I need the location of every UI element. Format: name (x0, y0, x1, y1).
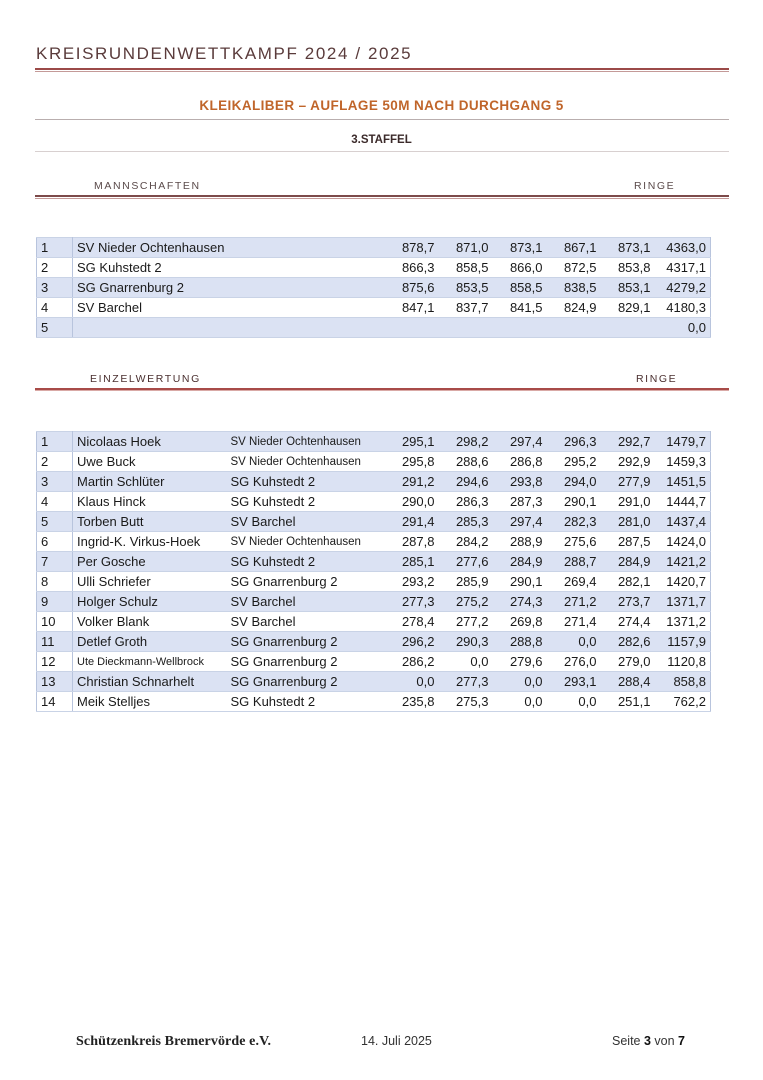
shooter-rank: 1 (37, 432, 73, 452)
competition-divider (35, 119, 729, 120)
shooter-round-score: 294,0 (547, 472, 601, 492)
shooter-round-score: 276,0 (547, 652, 601, 672)
shooter-round-score: 293,8 (493, 472, 547, 492)
shooter-round-score: 288,6 (439, 452, 493, 472)
shooter-round-score: 279,6 (493, 652, 547, 672)
shooter-rank: 13 (37, 672, 73, 692)
shooter-round-score: 293,2 (385, 572, 439, 592)
shooter-round-score: 292,9 (601, 452, 655, 472)
shooter-rank: 8 (37, 572, 73, 592)
shooter-round-score: 288,7 (547, 552, 601, 572)
footer-date: 14. Juli 2025 (361, 1034, 432, 1048)
team-round-score: 858,5 (493, 278, 547, 298)
team-name (73, 318, 385, 338)
shooter-round-score: 0,0 (493, 672, 547, 692)
shooter-rank: 5 (37, 512, 73, 532)
shooter-round-score: 285,9 (439, 572, 493, 592)
shooter-round-score: 235,8 (385, 692, 439, 712)
shooter-round-score: 288,4 (601, 672, 655, 692)
shooter-name: Ute Dieckmann-Wellbrock (73, 652, 227, 672)
individual-row (37, 452, 711, 472)
shooter-round-score: 286,8 (493, 452, 547, 472)
shooter-round-score: 282,1 (601, 572, 655, 592)
shooter-total: 1421,2 (655, 552, 711, 572)
individual-row (37, 672, 711, 692)
shooter-name: Detlef Groth (73, 632, 227, 652)
shooter-total: 1444,7 (655, 492, 711, 512)
individual-row (37, 432, 711, 452)
individual-row (37, 552, 711, 572)
shooter-club: SG Kuhstedt 2 (227, 552, 385, 572)
teams-section-label: MANNSCHAFTEN (94, 180, 201, 192)
team-row (37, 318, 711, 338)
shooter-round-score: 291,4 (385, 512, 439, 532)
shooter-name: Christian Schnarhelt (73, 672, 227, 692)
shooter-round-score: 273,7 (601, 592, 655, 612)
shooter-round-score: 286,3 (439, 492, 493, 512)
shooter-round-score: 295,1 (385, 432, 439, 452)
individual-row (37, 612, 711, 632)
shooter-round-score: 290,1 (493, 572, 547, 592)
shooter-round-score: 292,7 (601, 432, 655, 452)
individual-row (37, 592, 711, 612)
shooter-rank: 3 (37, 472, 73, 492)
team-rank: 1 (37, 238, 73, 258)
shooter-club: SG Gnarrenburg 2 (227, 652, 385, 672)
team-round-score: 873,1 (493, 238, 547, 258)
shooter-round-score: 285,3 (439, 512, 493, 532)
shooter-round-score: 293,1 (547, 672, 601, 692)
shooter-total: 1420,7 (655, 572, 711, 592)
shooter-round-score: 0,0 (493, 692, 547, 712)
shooter-round-score: 284,9 (493, 552, 547, 572)
team-round-score (547, 318, 601, 338)
team-row (37, 278, 711, 298)
shooter-round-score: 281,0 (601, 512, 655, 532)
individuals-score-label: RINGE (636, 373, 678, 385)
shooter-rank: 9 (37, 592, 73, 612)
shooter-round-score: 284,2 (439, 532, 493, 552)
team-round-score (493, 318, 547, 338)
team-round-score: 853,8 (601, 258, 655, 278)
teams-score-label: RINGE (634, 180, 676, 192)
shooter-round-score: 275,3 (439, 692, 493, 712)
shooter-round-score: 269,8 (493, 612, 547, 632)
shooter-round-score: 0,0 (439, 652, 493, 672)
shooter-total: 762,2 (655, 692, 711, 712)
team-rank: 2 (37, 258, 73, 278)
shooter-round-score: 297,4 (493, 512, 547, 532)
team-round-score: 866,3 (385, 258, 439, 278)
shooter-round-score: 0,0 (547, 692, 601, 712)
page-prefix: Seite (612, 1034, 644, 1048)
team-round-score (439, 318, 493, 338)
shooter-round-score: 274,3 (493, 592, 547, 612)
shooter-round-score: 295,2 (547, 452, 601, 472)
shooter-round-score: 288,8 (493, 632, 547, 652)
page-current: 3 (643, 1034, 651, 1048)
shooter-round-score: 277,9 (601, 472, 655, 492)
shooter-club: SG Kuhstedt 2 (227, 492, 385, 512)
shooter-round-score: 278,4 (385, 612, 439, 632)
shooter-total: 1451,5 (655, 472, 711, 492)
shooter-round-score: 269,4 (547, 572, 601, 592)
shooter-total: 1157,9 (655, 632, 711, 652)
shooter-club: SV Barchel (227, 612, 385, 632)
shooter-name: Nicolaas Hoek (73, 432, 227, 452)
individual-row (37, 692, 711, 712)
shooter-total: 858,8 (655, 672, 711, 692)
shooter-name: Uwe Buck (73, 452, 227, 472)
shooter-round-score: 290,3 (439, 632, 493, 652)
shooter-round-score: 275,6 (547, 532, 601, 552)
shooter-rank: 2 (37, 452, 73, 472)
shooter-round-score: 277,3 (385, 592, 439, 612)
shooter-round-score: 290,0 (385, 492, 439, 512)
shooter-name: Volker Blank (73, 612, 227, 632)
shooter-name: Ingrid-K. Virkus-Hoek (73, 532, 227, 552)
team-rank: 4 (37, 298, 73, 318)
shooter-round-score: 291,2 (385, 472, 439, 492)
shooter-name: Klaus Hinck (73, 492, 227, 512)
shooter-round-score: 295,8 (385, 452, 439, 472)
shooter-name: Martin Schlüter (73, 472, 227, 492)
individual-row (37, 532, 711, 552)
shooter-round-score: 296,3 (547, 432, 601, 452)
shooter-round-score: 285,1 (385, 552, 439, 572)
team-rank: 3 (37, 278, 73, 298)
individual-row (37, 512, 711, 532)
shooter-round-score: 277,3 (439, 672, 493, 692)
team-round-score: 847,1 (385, 298, 439, 318)
page-mid: von (650, 1034, 679, 1048)
shooter-club: SG Gnarrenburg 2 (227, 572, 385, 592)
shooter-club: SV Nieder Ochtenhausen (227, 432, 385, 452)
shooter-total: 1424,0 (655, 532, 711, 552)
individuals-table (36, 431, 711, 712)
team-total: 4279,2 (655, 278, 711, 298)
shooter-club: SG Gnarrenburg 2 (227, 632, 385, 652)
team-name: SG Kuhstedt 2 (73, 258, 385, 278)
footer-organization: Schützenkreis Bremervörde e.V. (76, 1034, 272, 1049)
shooter-club: SV Barchel (227, 512, 385, 532)
shooter-total: 1371,2 (655, 612, 711, 632)
shooter-round-score: 0,0 (547, 632, 601, 652)
individuals-divider (35, 388, 729, 391)
team-round-score: 875,6 (385, 278, 439, 298)
shooter-club: SV Nieder Ochtenhausen (227, 532, 385, 552)
team-round-score: 871,0 (439, 238, 493, 258)
individual-row (37, 472, 711, 492)
shooter-round-score: 277,6 (439, 552, 493, 572)
shooter-round-score: 274,4 (601, 612, 655, 632)
shooter-club: SG Kuhstedt 2 (227, 472, 385, 492)
shooter-club: SG Gnarrenburg 2 (227, 672, 385, 692)
shooter-rank: 12 (37, 652, 73, 672)
team-rank: 5 (37, 318, 73, 338)
team-round-score: 878,7 (385, 238, 439, 258)
team-name: SG Gnarrenburg 2 (73, 278, 385, 298)
shooter-total: 1479,7 (655, 432, 711, 452)
teams-divider (35, 195, 729, 199)
individuals-section-label: EINZELWERTUNG (90, 373, 201, 385)
individual-row (37, 652, 711, 672)
title-divider (35, 68, 729, 72)
team-round-score: 873,1 (601, 238, 655, 258)
shooter-name: Torben Butt (73, 512, 227, 532)
page-total: 7 (678, 1034, 685, 1048)
shooter-round-score: 282,6 (601, 632, 655, 652)
competition-title: KLEIKALIBER – AUFLAGE 50M NACH DURCHGANG 5 (199, 98, 564, 113)
team-round-score: 872,5 (547, 258, 601, 278)
team-row (37, 298, 711, 318)
shooter-total: 1437,4 (655, 512, 711, 532)
team-round-score: 829,1 (601, 298, 655, 318)
shooter-round-score: 284,9 (601, 552, 655, 572)
team-total: 4363,0 (655, 238, 711, 258)
shooter-rank: 6 (37, 532, 73, 552)
shooter-name: Meik Stelljes (73, 692, 227, 712)
team-round-score: 853,1 (601, 278, 655, 298)
individual-row (37, 492, 711, 512)
shooter-round-score: 279,0 (601, 652, 655, 672)
shooter-round-score: 277,2 (439, 612, 493, 632)
shooter-round-score: 298,2 (439, 432, 493, 452)
individual-row (37, 572, 711, 592)
team-name: SV Barchel (73, 298, 385, 318)
shooter-round-score: 296,2 (385, 632, 439, 652)
team-round-score: 824,9 (547, 298, 601, 318)
team-round-score (601, 318, 655, 338)
shooter-club: SV Nieder Ochtenhausen (227, 452, 385, 472)
teams-table (36, 237, 711, 338)
shooter-total: 1459,3 (655, 452, 711, 472)
team-round-score: 838,5 (547, 278, 601, 298)
team-total: 4180,3 (655, 298, 711, 318)
team-round-score (385, 318, 439, 338)
team-round-score: 841,5 (493, 298, 547, 318)
shooter-total: 1371,7 (655, 592, 711, 612)
team-total: 0,0 (655, 318, 711, 338)
shooter-total: 1120,8 (655, 652, 711, 672)
shooter-round-score: 288,9 (493, 532, 547, 552)
team-round-score: 867,1 (547, 238, 601, 258)
shooter-rank: 4 (37, 492, 73, 512)
team-round-score: 858,5 (439, 258, 493, 278)
shooter-round-score: 287,8 (385, 532, 439, 552)
shooter-club: SV Barchel (227, 592, 385, 612)
team-row (37, 258, 711, 278)
shooter-round-score: 275,2 (439, 592, 493, 612)
shooter-round-score: 291,0 (601, 492, 655, 512)
document-title: KREISRUNDENWETTKAMPF 2024 / 2025 (36, 44, 413, 63)
team-total: 4317,1 (655, 258, 711, 278)
shooter-round-score: 286,2 (385, 652, 439, 672)
shooter-round-score: 290,1 (547, 492, 601, 512)
shooter-rank: 11 (37, 632, 73, 652)
shooter-round-score: 0,0 (385, 672, 439, 692)
shooter-name: Ulli Schriefer (73, 572, 227, 592)
individual-row (37, 632, 711, 652)
staffel-title: 3.STAFFEL (351, 134, 412, 146)
shooter-round-score: 271,2 (547, 592, 601, 612)
shooter-rank: 7 (37, 552, 73, 572)
shooter-round-score: 287,3 (493, 492, 547, 512)
shooter-name: Holger Schulz (73, 592, 227, 612)
team-round-score: 853,5 (439, 278, 493, 298)
shooter-rank: 14 (37, 692, 73, 712)
shooter-round-score: 287,5 (601, 532, 655, 552)
shooter-rank: 10 (37, 612, 73, 632)
footer-page-number (612, 1034, 685, 1048)
shooter-round-score: 271,4 (547, 612, 601, 632)
shooter-round-score: 251,1 (601, 692, 655, 712)
shooter-name: Per Gosche (73, 552, 227, 572)
shooter-round-score: 282,3 (547, 512, 601, 532)
team-round-score: 837,7 (439, 298, 493, 318)
team-row (37, 238, 711, 258)
team-name: SV Nieder Ochtenhausen (73, 238, 385, 258)
staffel-divider (35, 151, 729, 152)
shooter-club: SG Kuhstedt 2 (227, 692, 385, 712)
team-round-score: 866,0 (493, 258, 547, 278)
shooter-round-score: 294,6 (439, 472, 493, 492)
shooter-round-score: 297,4 (493, 432, 547, 452)
